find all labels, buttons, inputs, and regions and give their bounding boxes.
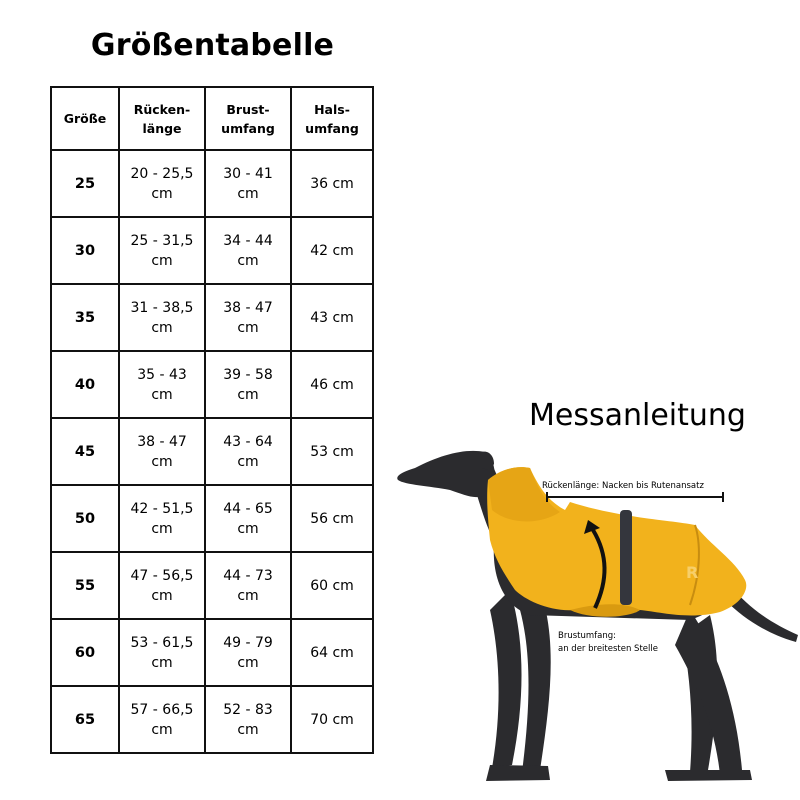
cell-neck bbox=[291, 284, 373, 351]
cell-neck bbox=[291, 619, 373, 686]
cell-size bbox=[51, 686, 119, 753]
header-chest bbox=[205, 87, 291, 150]
chest-label bbox=[558, 630, 658, 656]
table-header-row bbox=[51, 87, 373, 150]
cell-neck bbox=[291, 418, 373, 485]
cell-chest bbox=[205, 284, 291, 351]
cell-chest bbox=[205, 552, 291, 619]
header-back-length-line1: Rücken- bbox=[133, 101, 191, 117]
back-length-marker bbox=[547, 492, 723, 502]
cell-chest bbox=[205, 619, 291, 686]
cell-size-text: 55 bbox=[74, 577, 96, 594]
cell-size-text: 40 bbox=[74, 376, 96, 393]
cell-size bbox=[51, 217, 119, 284]
table-row bbox=[51, 686, 373, 753]
cell-neck-text: 53 cm bbox=[310, 443, 354, 460]
table-row bbox=[51, 150, 373, 217]
cell-chest-text: cm bbox=[237, 185, 259, 202]
header-back-length bbox=[119, 87, 205, 150]
dog-illustration bbox=[390, 440, 800, 800]
cell-chest-text: 52 - 83 bbox=[223, 701, 273, 718]
cell-size-text: 45 bbox=[74, 443, 96, 460]
back-length-label: Rückenlänge: Nacken bis Rutenansatz bbox=[542, 481, 704, 491]
cell-back-length bbox=[119, 284, 205, 351]
cell-chest-text: 39 - 58 bbox=[223, 366, 273, 383]
cell-back-length-text: cm bbox=[151, 520, 173, 537]
cell-back-length-text: cm bbox=[151, 453, 173, 470]
cell-chest bbox=[205, 418, 291, 485]
cell-back-length-text: 57 - 66,5 bbox=[130, 701, 194, 718]
cell-chest-text: cm bbox=[237, 319, 259, 336]
cell-neck-text: 56 cm bbox=[310, 510, 354, 527]
header-back-length-line2: länge bbox=[142, 120, 182, 136]
cell-size bbox=[51, 619, 119, 686]
header-size-label: Größe bbox=[63, 111, 107, 126]
cell-chest-text: 44 - 65 bbox=[223, 500, 273, 517]
cell-chest-text: 43 - 64 bbox=[223, 433, 273, 450]
table-row bbox=[51, 351, 373, 418]
table-row bbox=[51, 552, 373, 619]
cell-size bbox=[51, 485, 119, 552]
cell-neck-text: 43 cm bbox=[310, 309, 354, 326]
cell-back-length-text: 25 - 31,5 bbox=[130, 232, 194, 249]
cell-chest-text: 30 - 41 bbox=[223, 165, 273, 182]
cell-size-text: 60 bbox=[74, 644, 96, 661]
cell-chest-text: 49 - 79 bbox=[223, 634, 273, 651]
svg-text:R: R bbox=[686, 563, 699, 582]
cell-chest-text: cm bbox=[237, 520, 259, 537]
cell-back-length-text: cm bbox=[151, 587, 173, 604]
cell-back-length-text: 42 - 51,5 bbox=[130, 500, 194, 517]
cell-size-text: 50 bbox=[74, 510, 96, 527]
cell-back-length-text: cm bbox=[151, 386, 173, 403]
table-row bbox=[51, 619, 373, 686]
chest-label-line2: an der breitesten Stelle bbox=[558, 644, 658, 654]
cell-neck bbox=[291, 217, 373, 284]
cell-chest-text: cm bbox=[237, 654, 259, 671]
header-neck-line1: Hals- bbox=[314, 101, 350, 117]
cell-chest-text: cm bbox=[237, 587, 259, 604]
cell-chest bbox=[205, 686, 291, 753]
cell-neck-text: 70 cm bbox=[310, 711, 354, 728]
cell-chest-text: 44 - 73 bbox=[223, 567, 273, 584]
cell-size-text: 25 bbox=[74, 175, 96, 192]
cell-chest bbox=[205, 351, 291, 418]
cell-neck-text: 42 cm bbox=[310, 242, 354, 259]
header-size bbox=[51, 87, 119, 150]
cell-back-length-text: 47 - 56,5 bbox=[130, 567, 194, 584]
header-neck bbox=[291, 87, 373, 150]
cell-neck-text: 36 cm bbox=[310, 175, 354, 192]
table-row bbox=[51, 485, 373, 552]
cell-chest bbox=[205, 217, 291, 284]
cell-back-length bbox=[119, 418, 205, 485]
cell-neck bbox=[291, 552, 373, 619]
cell-back-length-text: 20 - 25,5 bbox=[130, 165, 194, 182]
cell-chest-text: cm bbox=[237, 453, 259, 470]
cell-neck-text: 60 cm bbox=[310, 577, 354, 594]
cell-back-length-text: cm bbox=[151, 654, 173, 671]
cell-back-length bbox=[119, 552, 205, 619]
cell-back-length bbox=[119, 619, 205, 686]
cell-size bbox=[51, 150, 119, 217]
size-table bbox=[50, 86, 374, 754]
cell-neck bbox=[291, 150, 373, 217]
header-chest-line2: umfang bbox=[221, 120, 275, 136]
page-title: Größentabelle bbox=[90, 28, 335, 63]
table-row bbox=[51, 418, 373, 485]
table-row bbox=[51, 217, 373, 284]
cell-size bbox=[51, 284, 119, 351]
cell-chest-text: 34 - 44 bbox=[223, 232, 273, 249]
cell-back-length bbox=[119, 150, 205, 217]
cell-size bbox=[51, 552, 119, 619]
header-chest-line1: Brust- bbox=[226, 101, 270, 117]
cell-neck bbox=[291, 485, 373, 552]
cell-size-text: 65 bbox=[74, 711, 96, 728]
cell-size bbox=[51, 418, 119, 485]
cell-back-length-text: cm bbox=[151, 721, 173, 738]
cell-chest bbox=[205, 485, 291, 552]
header-neck-line2: umfang bbox=[305, 120, 359, 136]
cell-back-length-text: 38 - 47 bbox=[137, 433, 187, 450]
cell-back-length bbox=[119, 217, 205, 284]
cell-back-length-text: 31 - 38,5 bbox=[130, 299, 194, 316]
cell-back-length bbox=[119, 485, 205, 552]
cell-chest-text: cm bbox=[237, 386, 259, 403]
cell-chest-text: cm bbox=[237, 721, 259, 738]
cell-size bbox=[51, 351, 119, 418]
measure-title: Messanleitung bbox=[529, 398, 746, 433]
cell-chest-text: cm bbox=[237, 252, 259, 269]
cell-size-text: 30 bbox=[74, 242, 96, 259]
cell-back-length-text: 35 - 43 bbox=[137, 366, 187, 383]
cell-back-length-text: cm bbox=[151, 319, 173, 336]
cell-chest bbox=[205, 150, 291, 217]
cell-neck-text: 46 cm bbox=[310, 376, 354, 393]
cell-neck-text: 64 cm bbox=[310, 644, 354, 661]
cell-back-length-text: 53 - 61,5 bbox=[130, 634, 194, 651]
cell-back-length bbox=[119, 686, 205, 753]
chest-label-line1: Brustumfang: bbox=[558, 631, 616, 641]
cell-neck bbox=[291, 686, 373, 753]
cell-back-length bbox=[119, 351, 205, 418]
table-row bbox=[51, 284, 373, 351]
cell-back-length-text: cm bbox=[151, 252, 173, 269]
cell-size-text: 35 bbox=[74, 309, 96, 326]
cell-neck bbox=[291, 351, 373, 418]
cell-chest-text: 38 - 47 bbox=[223, 299, 273, 316]
cell-back-length-text: cm bbox=[151, 185, 173, 202]
